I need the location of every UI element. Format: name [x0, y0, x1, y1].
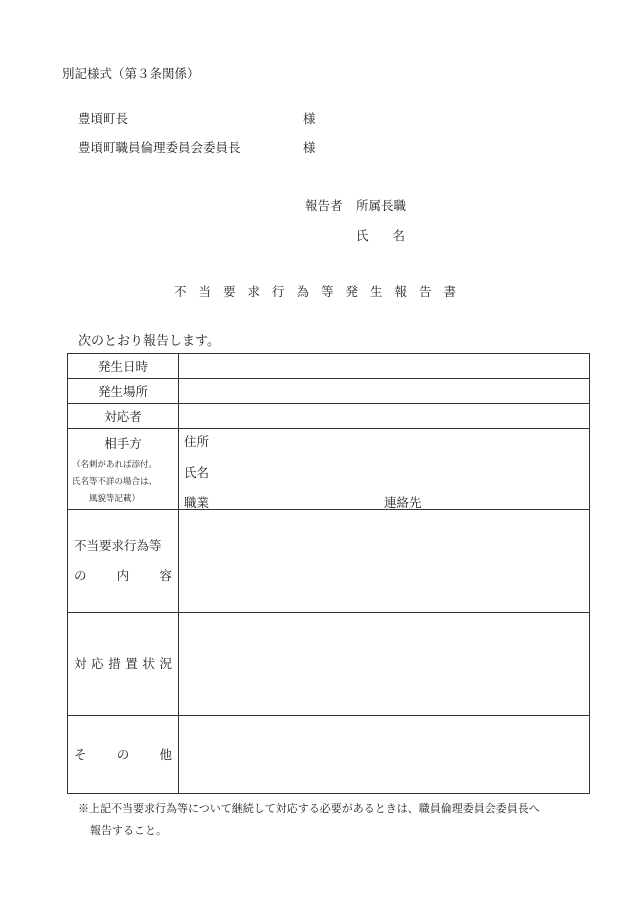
partner-note-line2: 氏名等不詳の場合は、 [72, 477, 158, 487]
partner-address-label: 住所 [184, 434, 210, 449]
measures-label-char: 応 [91, 656, 104, 671]
partner-label: 相手方 [104, 436, 142, 451]
partner-occupation-label: 職業 [184, 495, 210, 510]
table-row-measures [68, 613, 590, 716]
partner-label-cell [68, 429, 179, 510]
table-row-place [68, 379, 590, 404]
measures-label-cell [68, 613, 179, 716]
other-label-cell [68, 716, 179, 794]
form-number: 別記様式（第３条関係） [62, 66, 200, 81]
other-label-char: 他 [159, 746, 172, 762]
measures-label-char: 状 [142, 656, 155, 671]
content-label-line2 [74, 561, 178, 591]
content-label-char-nai: 内 [116, 568, 130, 583]
content-field[interactable] [179, 510, 590, 613]
content-label-line1: 不当要求行為等 [74, 538, 162, 553]
datetime-label: 発生日時 [68, 354, 179, 379]
responder-label: 対応者 [68, 404, 179, 429]
content-label-char-no: の [74, 568, 87, 583]
measures-label-char: 措 [108, 656, 121, 671]
partner-note [72, 457, 157, 508]
measures-label-char: 況 [159, 656, 172, 671]
intro-text: 次のとおり報告します。 [78, 334, 220, 349]
table-row-partner [68, 429, 590, 510]
partner-name-label: 氏名 [184, 465, 210, 480]
table-row-responder [68, 404, 590, 429]
footer-note-line1: ※上記不当要求行為等について継続して対応する必要があるときは、職員倫理委員会委員長へ [78, 802, 540, 815]
place-label: 発生場所 [68, 379, 179, 404]
datetime-field[interactable] [179, 354, 590, 379]
addressee-committee-chair-honorific: 様 [303, 140, 316, 155]
addressee-mayor-honorific: 様 [303, 111, 316, 126]
measures-label-char: 対 [74, 656, 87, 671]
other-label [74, 740, 178, 770]
measures-label [74, 649, 178, 679]
table-row-other [68, 716, 590, 794]
content-label-cell [68, 510, 179, 613]
content-label-char-you: 容 [159, 568, 172, 583]
reporter-name-label: 氏名 [356, 228, 430, 243]
partner-contact-label: 連絡先 [384, 495, 422, 510]
report-form-table [67, 353, 590, 794]
partner-note-line3: 風貌等記載） [89, 494, 141, 504]
partner-field[interactable] [179, 429, 590, 510]
measures-field[interactable] [179, 613, 590, 716]
partner-note-line1: （名刺があれば添付。 [72, 460, 158, 470]
reporter-label: 報告者 [305, 198, 343, 213]
other-label-char: そ [74, 746, 87, 762]
table-row-datetime [68, 354, 590, 379]
other-field[interactable] [179, 716, 590, 794]
footer-note-line2: 報告すること。 [90, 824, 167, 837]
table-row-content [68, 510, 590, 613]
addressee-committee-chair: 豊頃町職員倫理委員会委員長 [78, 140, 241, 155]
addressee-mayor: 豊頃町長 [78, 111, 129, 126]
responder-field[interactable] [179, 404, 590, 429]
place-field[interactable] [179, 379, 590, 404]
document-title: 不当要求行為等発生報告書 [173, 284, 468, 299]
measures-label-char: 置 [125, 656, 138, 671]
other-label-char: の [116, 746, 130, 762]
reporter-position-label: 所属長職 [356, 198, 407, 213]
